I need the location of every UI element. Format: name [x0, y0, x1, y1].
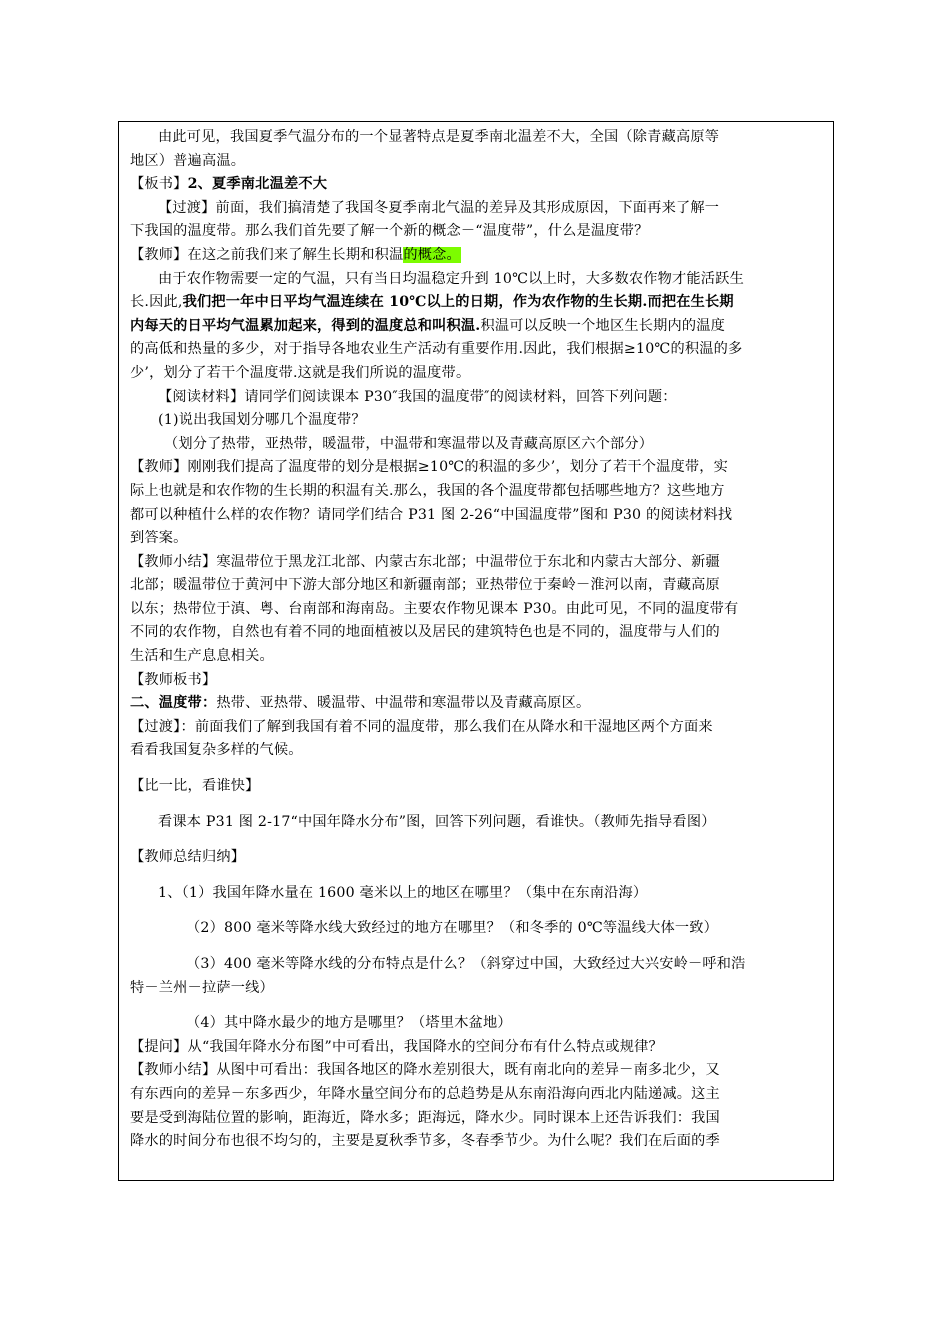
- board-title: 2、夏季南北温差不大: [187, 176, 328, 193]
- paragraph-line: 际上也就是和农作物的生长期的积温有关.那么，我国的各个温度带都包括哪些地方？这些地方: [130, 482, 725, 499]
- paragraph-line: 以东；热带位于滇、粤、台南部和海南岛。主要农作物见课本 P30。由此可见，不同的温度带有: [130, 600, 739, 617]
- paragraph-line: [130, 291, 830, 315]
- teacher-text: 【教师】在这之前我们来了解生长期和积温: [130, 246, 404, 263]
- plain-text: 热带、亚热带、暖温带、中温带和寒温带以及青藏高原区。: [216, 695, 591, 712]
- question-line: （2）800 毫米等降水线大致经过的地方在哪里？（和冬季的 0℃等温线大体一致）: [186, 920, 719, 937]
- paragraph-line: 地区）普遍高温。: [130, 152, 246, 169]
- section-label: 【教师总结归纳】: [130, 849, 246, 866]
- question-line: （4）其中降水最少的地方是哪里？（塔里木盆地）: [186, 1015, 512, 1032]
- paragraph-line: 降水的时间分布也很不均匀的，主要是夏秋季节多，冬春季节少。为什么呢？我们在后面的季: [130, 1133, 720, 1150]
- paragraph-line: 【教师小结】从图中可看出：我国各地区的降水差别很大，既有南北向的差异－南多北少，又: [130, 1062, 720, 1079]
- question-line: 1、（1）我国年降水量在 1600 毫米以上的地区在哪里？（集中在东南沿海）: [158, 884, 648, 901]
- answer-line: （划分了热带，亚热带，暖温带，中温带和寒温带以及青藏高原区六个部分）: [164, 435, 654, 452]
- question-line: (1)说出我国划分哪几个温度带？: [158, 412, 366, 429]
- paragraph-line: 由于农作物需要一定的气温，只有当日均温稳定升到 10℃以上时，大多数农作物才能活跃生: [158, 270, 744, 287]
- paragraph-line: 北部；暖温带位于黄河中下游大部分地区和新疆南部；亚热带位于秦岭－淮河以南，青藏高原: [130, 577, 720, 594]
- board-label: 【板书】: [130, 176, 188, 193]
- paragraph-line: 生活和生产息息相关。: [130, 648, 274, 665]
- paragraph-line: 少’，划分了若干个温度带.这就是我们所说的温度带。: [130, 364, 471, 381]
- teacher-line: [130, 244, 830, 268]
- paragraph-line: 看课本 P31 图 2-17“中国年降水分布”图，回答下列问题，看谁快。（教师先指导看图）: [158, 813, 716, 830]
- paragraph-line: 都可以种植什么样的农作物？请同学们结合 P31 图 2-26“中国温度带”图和 P30 的阅读材料找: [130, 506, 733, 523]
- paragraph-line: 【教师小结】寒温带位于黑龙江北部、内蒙古东北部；中温带位于东北和内蒙古大部分、新疆: [130, 553, 720, 570]
- highlighted-text: 的概念。: [403, 246, 461, 263]
- paragraph-line: 下我国的温度带。那么我们首先要了解一个新的概念－“温度带”，什么是温度带？: [130, 223, 649, 240]
- paragraph-line: 由此可见，我国夏季气温分布的一个显著特点是夏季南北温差不大，全国（除青藏高原等: [158, 129, 720, 145]
- paragraph-line: [130, 315, 830, 339]
- question-line: （3）400 毫米等降水线的分布特点是什么？（斜穿过中国，大致经过大兴安岭－呼和浩: [186, 956, 746, 972]
- paragraph-line: 【提问】从“我国年降水分布图”中可看出，我国降水的空间分布有什么特点或规律？: [130, 1038, 663, 1055]
- paragraph-line: 【过渡】前面，我们搞清楚了我国冬夏季南北气温的差异及其形成原因，下面再来了解一: [158, 199, 720, 216]
- paragraph-line: 【教师板书】: [130, 671, 217, 688]
- bold-text: 我们把一年中日平均气温连续在 10℃以上的日期，作为农作物的生长期.而把在生长期: [182, 294, 734, 311]
- paragraph-line: 要是受到海陆位置的影响，距海近，降水多；距海远，降水少。同时课本上还告诉我们：我国: [130, 1109, 720, 1126]
- paragraph-line: 看看我国复杂多样的气候。: [130, 742, 303, 759]
- question-line: 特－兰州－拉萨一线）: [130, 979, 274, 996]
- board-heading: [130, 692, 830, 716]
- paragraph-line: 的高低和热量的多少，对于指导各地农业生产活动有重要作用.因此，我们根据≥10℃的积温的多: [130, 341, 743, 358]
- paragraph-line: 不同的农作物，自然也有着不同的地面植被以及居民的建筑特色也是不同的，温度带与人们的: [130, 624, 720, 641]
- bold-text: 内每天的日平均气温累加起来，得到的温度总和叫积温.: [130, 317, 481, 334]
- board-heading: [130, 173, 830, 197]
- section-label: 【比一比，看谁快】: [130, 778, 260, 795]
- paragraph-line: 到答案。: [130, 530, 188, 547]
- plain-text: 积温可以反映一个地区生长期内的温度: [480, 317, 726, 334]
- paragraph-line: 【过渡】：前面我们了解到我国有着不同的温度带，那么我们在从降水和干湿地区两个方面来: [130, 718, 713, 735]
- lesson-content: [130, 126, 830, 1154]
- paragraph-line: 有东西向的差异－东多西少，年降水量空间分布的总趋势是从东南沿海向西北内陆递减。这主: [130, 1085, 720, 1102]
- paragraph-line: 【阅读材料】请同学们阅读课本 P30″我国的温度带″的阅读材料，回答下列问题：: [158, 388, 677, 405]
- paragraph-line: 【教师】刚刚我们提高了温度带的划分是根据≥10℃的积温的多少’，划分了若干个温度带，实: [130, 459, 729, 476]
- plain-text: 长.因此,: [130, 294, 183, 311]
- bold-text: 二、温度带：: [130, 695, 217, 712]
